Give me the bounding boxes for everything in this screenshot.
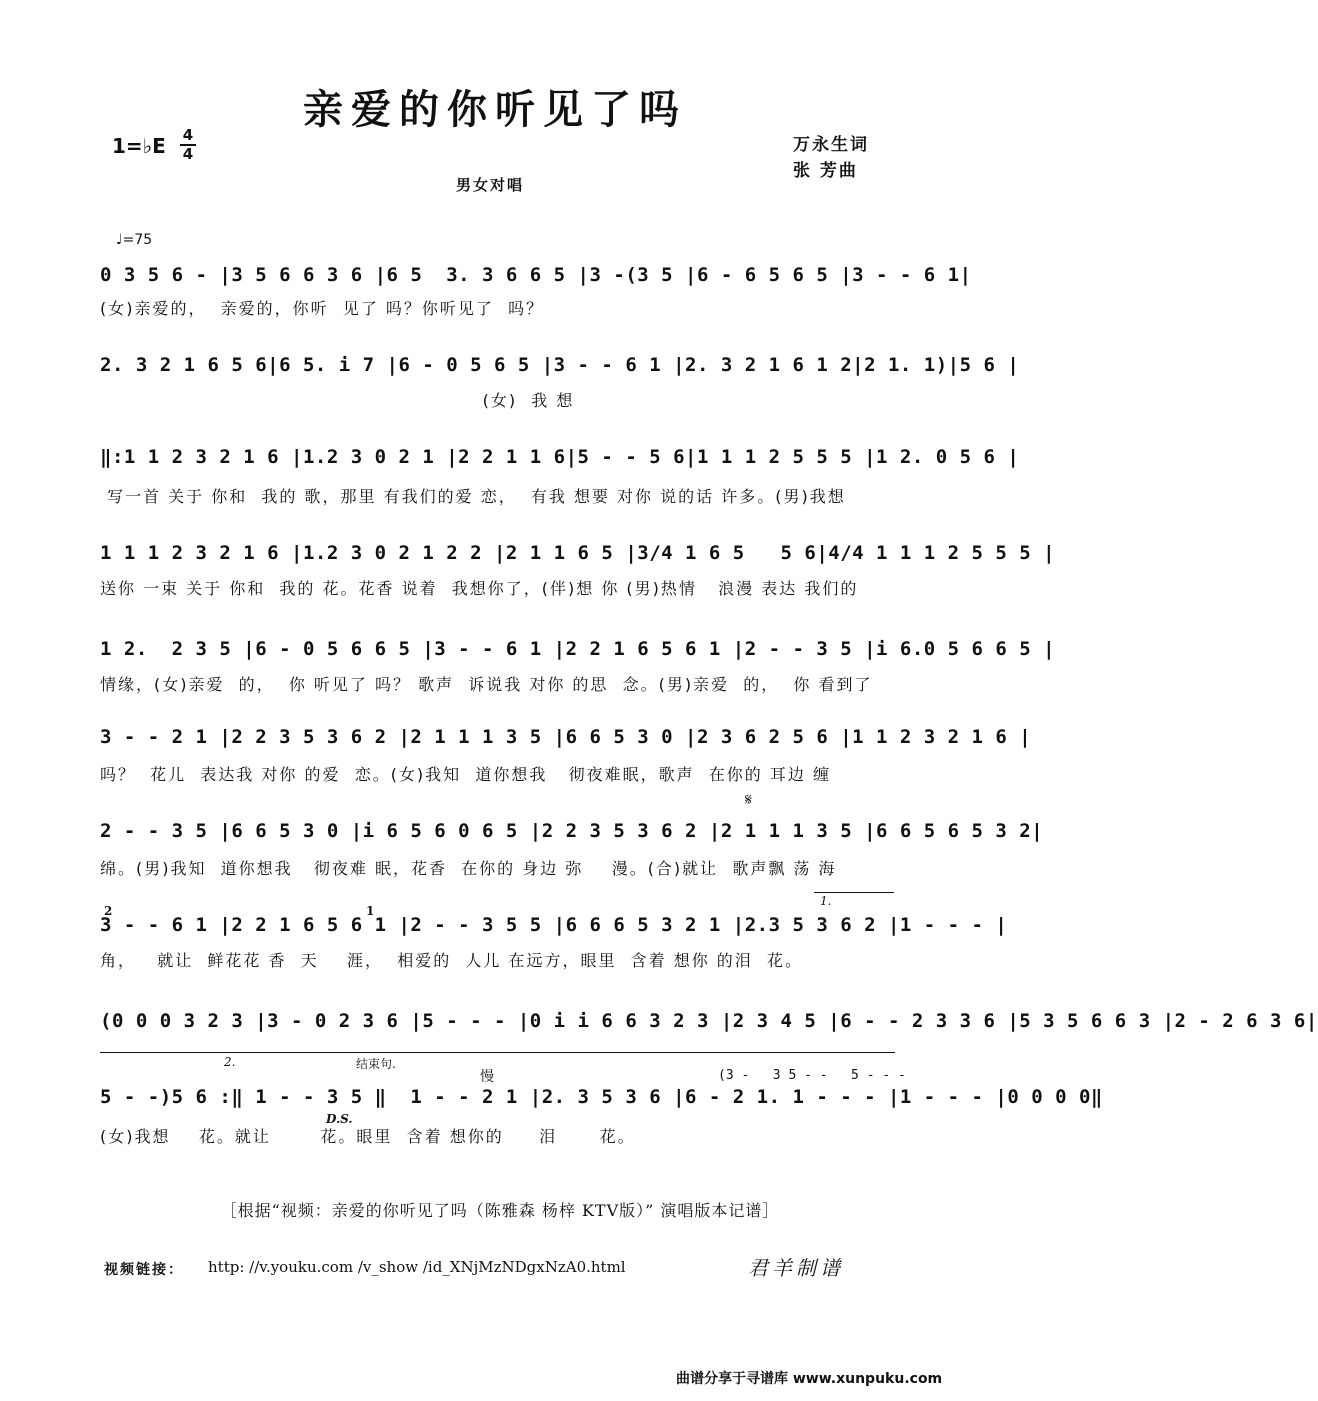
time-denominator: 4 [182, 145, 194, 163]
ending-1-label: 1. [820, 894, 832, 908]
coda-ending-label: 结束句. [356, 1057, 396, 1071]
lyricist-credit: 万永生词 [793, 135, 869, 155]
video-link-url[interactable]: http: //v.youku.com /v_show /id_XNjMzNDgxNzA0.html [208, 1258, 626, 1276]
video-link-label: 视频链接： [104, 1262, 184, 1278]
notation-line: 5 - -)5 6 :‖ 1 - - 3 5 ‖ 1 - - 2 1 |2. 3 5 3 6 |6 - 2 1. 1 - - - |1 - - - |0 0 0 0‖ [100, 1086, 1103, 1108]
lyrics-line: 情缘，(女)亲爱 的， 你 听见了 吗？ 歌声 诉说我 对你 的思 念。(男)亲爱 的， 你 看到了 [100, 675, 873, 694]
lyrics-line: 送你 一束 关于 你和 我的 花。花香 说着 我想你了，(伴)想 你 (男)热情 浪漫 表达 我们的 [100, 579, 859, 598]
segno-sign: 𝄋 [745, 790, 752, 809]
notation-line: 3 - - 6 1 |2 2 1 6 5 6 1 |2 - - 3 5 5 |6 6 6 5 3 2 1 |2.3 5 3 6 2 |1 - - - | [100, 914, 1008, 936]
volta-number: 2 [104, 904, 113, 918]
ds-marking: D.S. [326, 1112, 353, 1126]
harmony-notes: (3 - 3 5 - - 5 - - - [718, 1068, 906, 1083]
lyrics-line: 绵。(男)我知 道你想我 彻夜难 眠，花香 在你的 身边 弥 漫。(合)就让 歌声飘 荡 海 [100, 859, 837, 878]
notation-line: 1 2. 2 3 5 |6 - 0 5 6 6 5 |3 - - 6 1 |2 2 1 6 5 6 1 |2 - - 3 5 |i 6.0 5 6 6 5 | [100, 638, 1056, 660]
page-title: 亲爱的你听见了吗 [303, 86, 687, 133]
key-signature: 1=♭E [112, 134, 166, 158]
slow-marking: 慢 [480, 1069, 494, 1085]
volta-number: 1 [366, 904, 375, 918]
lyrics-line: (女)我想 花。就让 花。眼里 含着 想你的 泪 花。 [100, 1127, 636, 1146]
site-footer[interactable]: 曲谱分享于寻谱库 www.xunpuku.com [676, 1371, 943, 1387]
notation-line: 1 1 1 2 3 2 1 6 |1.2 3 0 2 1 2 2 |2 1 1 6 5 |3/4 1 6 5 5 6|4/4 1 1 1 2 5 5 5 | [100, 542, 1056, 564]
tempo-marking: ♩=75 [116, 232, 153, 248]
lyrics-line: (女)亲爱的， 亲爱的，你听 见了 吗？你听见了 吗？ [100, 299, 545, 318]
lyrics-line: 写一首 关于 你和 我的 歌，那里 有我们的爱 恋， 有我 想要 对你 说的话 许多。(男)我想 [100, 487, 846, 506]
notation-line: 2. 3 2 1 6 5 6|6 5. i 7 |6 - 0 5 6 5 |3 - - 6 1 |2. 3 2 1 6 1 2|2 1. 1)|5 6 | [100, 354, 1020, 376]
notation-line: (0 0 0 3 2 3 |3 - 0 2 3 6 |5 - - - |0 i i 6 6 3 2 3 |2 3 4 5 |6 - - 2 3 3 6 |5 3 5 6 6 3 |2 - 2 6 3 6| [100, 1010, 1318, 1032]
lyrics-line: 角， 就让 鲜花花 香 天 涯， 相爱的 人儿 在远方，眼里 含着 想你 的泪 花。 [100, 951, 803, 970]
notation-line: 3 - - 2 1 |2 2 3 5 3 6 2 |2 1 1 1 3 5 |6 6 5 3 0 |2 3 6 2 5 6 |1 1 2 3 2 1 6 | [100, 726, 1032, 748]
lyrics-line: 吗？ 花儿 表达我 对你 的爱 恋。(女)我知 道你想我 彻夜难眠，歌声 在你的 耳边 缠 [100, 765, 831, 784]
ending-2-label: 2. [224, 1055, 236, 1069]
notation-line: 2 - - 3 5 |6 6 5 3 0 |i 6 5 6 0 6 5 |2 2 3 5 3 6 2 |2 1 1 1 3 5 |6 6 5 6 5 3 2| [100, 820, 1044, 842]
notation-line: ‖:1 1 2 3 2 1 6 |1.2 3 0 2 1 |2 2 1 1 6|5 - - 5 6|1 1 1 2 5 5 5 |1 2. 0 5 6 | [100, 446, 1020, 468]
notation-line: 0 3 5 6 - |3 5 6 6 3 6 |6 5 3. 3 6 6 5 |3 -(3 5 |6 - 6 5 6 5 |3 - - 6 1| [100, 264, 972, 286]
staff-divider [100, 1052, 895, 1053]
lyrics-line: (女) 我 想 [100, 391, 575, 410]
ending-bracket [814, 892, 894, 894]
transcriber-signature: 君羊制谱 [748, 1256, 844, 1280]
transcription-note: ［根据“视频：亲爱的你听见了吗（陈雅森 杨梓 KTV版）” 演唱版本记谱］ [220, 1201, 780, 1220]
subtitle: 男女对唱 [456, 176, 525, 194]
composer-credit: 张 芳曲 [793, 161, 858, 181]
time-signature [180, 128, 196, 162]
time-numerator: 4 [182, 126, 194, 144]
